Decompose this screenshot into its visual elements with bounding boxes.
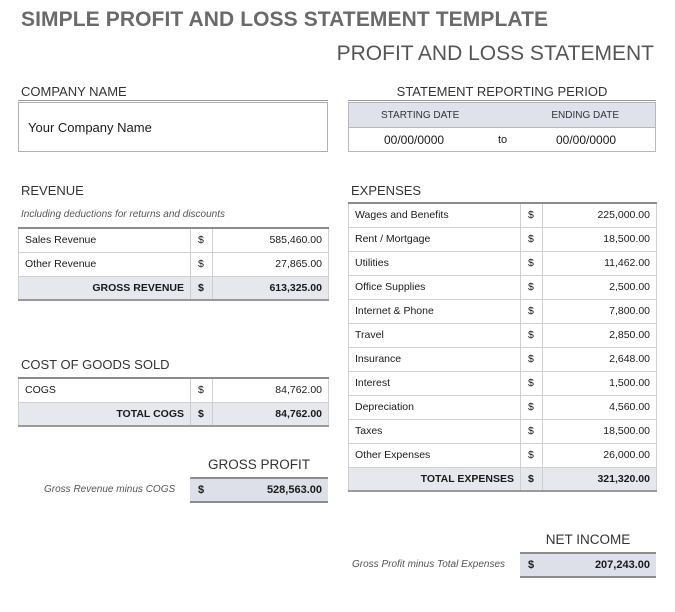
revenue-table [18,227,329,301]
expense-amount[interactable]: 11,462.00 [543,251,657,275]
sales-revenue-label: Sales Revenue [19,228,191,252]
total-cogs-currency: $ [191,402,213,426]
net-income-amount: 207,243.00 [594,559,650,571]
gross-revenue-row [19,276,329,300]
total-cogs-label: TOTAL COGS [19,402,191,426]
gross-revenue-label: GROSS REVENUE [19,276,191,300]
gross-profit-box [190,477,328,503]
table-row [349,371,657,395]
expense-label: Travel [349,323,521,347]
table-row [349,227,657,251]
expense-label: Other Expenses [349,443,521,467]
ending-date-field[interactable]: 00/00/0000 [556,133,617,147]
total-cogs-row [19,402,329,426]
total-expenses-row [349,467,657,491]
sales-revenue-currency: $ [191,228,213,252]
table-row [349,395,657,419]
gross-profit-amount: 528,563.00 [266,484,322,496]
expense-label: Utilities [349,251,521,275]
table-row [349,275,657,299]
company-name-rule [18,100,328,101]
sales-revenue-amount[interactable]: 585,460.00 [213,228,329,252]
expense-currency: $ [521,371,543,395]
expense-currency: $ [521,323,543,347]
expense-label: Insurance [349,347,521,371]
net-income-note: Gross Profit minus Total Expenses [352,559,506,570]
expense-currency: $ [521,251,543,275]
expense-label: Rent / Mortgage [349,227,521,251]
expenses-table [348,202,657,492]
expense-amount[interactable]: 1,500.00 [543,371,657,395]
total-expenses-label: TOTAL EXPENSES [349,467,521,491]
starting-date-label: STARTING DATE [381,110,460,121]
revenue-note: Including deductions for returns and discounts [21,209,226,220]
cogs-row-label: COGS [19,378,191,402]
gross-profit-currency: $ [198,484,205,496]
expense-amount[interactable]: 2,500.00 [543,275,657,299]
reporting-period-values [348,128,656,152]
expense-amount[interactable]: 2,850.00 [543,323,657,347]
expense-label: Depreciation [349,395,521,419]
table-row [19,252,329,276]
document-title: SIMPLE PROFIT AND LOSS STATEMENT TEMPLATE [21,8,549,31]
expense-currency: $ [521,275,543,299]
cogs-row-currency: $ [191,378,213,402]
table-row [349,299,657,323]
statement-title: PROFIT AND LOSS STATEMENT [336,42,654,65]
table-row [349,419,657,443]
expense-currency: $ [521,443,543,467]
expense-currency: $ [521,395,543,419]
cogs-heading: COST OF GOODS SOLD [21,357,170,372]
table-row [349,347,657,371]
expenses-heading: EXPENSES [351,183,422,198]
revenue-heading: REVENUE [21,183,84,198]
other-revenue-currency: $ [191,252,213,276]
expense-amount[interactable]: 26,000.00 [543,443,657,467]
reporting-period-header [348,102,656,128]
reporting-period-label: STATEMENT REPORTING PERIOD [396,84,608,99]
table-row [19,228,329,252]
expense-label: Interest [349,371,521,395]
company-name-label: COMPANY NAME [21,84,127,99]
expense-label: Internet & Phone [349,299,521,323]
expense-amount[interactable]: 18,500.00 [543,419,657,443]
expense-amount[interactable]: 225,000.00 [543,203,657,227]
other-revenue-label: Other Revenue [19,252,191,276]
expense-amount[interactable]: 4,560.00 [543,395,657,419]
company-name-field[interactable] [18,102,328,152]
expense-amount[interactable]: 2,648.00 [543,347,657,371]
gross-revenue-currency: $ [191,276,213,300]
starting-date-field[interactable]: 00/00/0000 [384,133,445,147]
expense-amount[interactable]: 18,500.00 [543,227,657,251]
net-income-box [520,552,656,578]
table-row [19,378,329,402]
total-expenses-amount: 321,320.00 [543,467,657,491]
expense-amount[interactable]: 7,800.00 [543,299,657,323]
expense-currency: $ [521,419,543,443]
expense-label: Office Supplies [349,275,521,299]
expense-currency: $ [521,299,543,323]
other-revenue-amount[interactable]: 27,865.00 [213,252,329,276]
gross-revenue-amount: 613,325.00 [213,276,329,300]
expense-label: Wages and Benefits [349,203,521,227]
expense-currency: $ [521,203,543,227]
total-cogs-amount: 84,762.00 [213,402,329,426]
table-row [349,203,657,227]
expense-currency: $ [521,347,543,371]
total-expenses-currency: $ [521,467,543,491]
cogs-table [18,377,329,427]
cogs-row-amount[interactable]: 84,762.00 [213,378,329,402]
net-income-heading: NET INCOME [545,532,631,547]
table-row [349,443,657,467]
expense-currency: $ [521,227,543,251]
company-name-value: Your Company Name [28,120,152,135]
table-row [349,323,657,347]
expense-label: Taxes [349,419,521,443]
net-income-currency: $ [528,559,535,571]
ending-date-label: ENDING DATE [551,110,619,121]
period-to-text: to [498,134,508,146]
gross-profit-heading: GROSS PROFIT [207,457,310,472]
reporting-period-rule [348,100,656,101]
gross-profit-note: Gross Revenue minus COGS [44,484,176,495]
table-row [349,251,657,275]
